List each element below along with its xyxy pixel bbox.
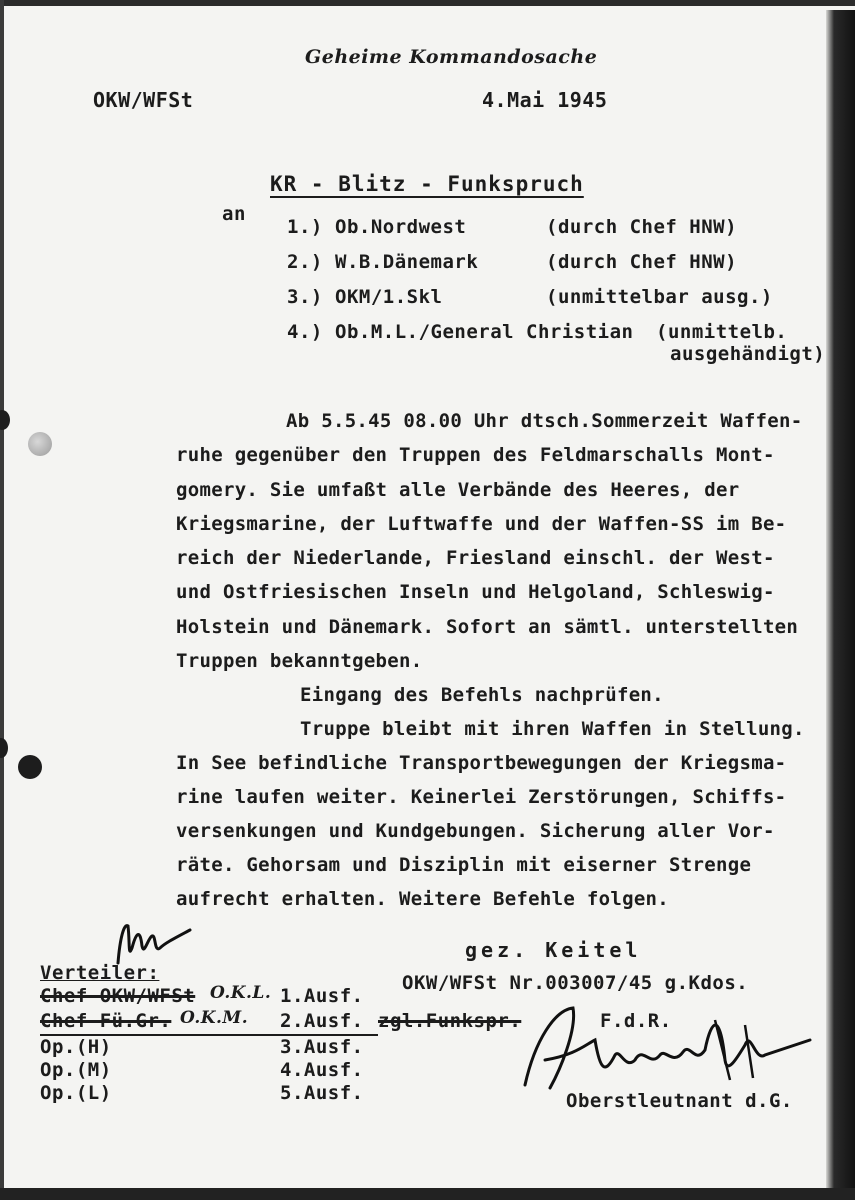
distribution-recipient: Op.(L) <box>40 1082 112 1104</box>
body-line: Kriegsmarine, der Luftwaffe und der Waffen-SS im Be- <box>176 513 787 535</box>
distribution-extra: zgl.Funkspr. <box>378 1010 522 1032</box>
recipient-via: (unmittelbar ausg.) <box>546 286 773 308</box>
recipient-name: W.B.Dänemark <box>335 251 479 273</box>
recipient-name: OKM/1.Skl <box>335 286 443 308</box>
recipient-number: 3.) <box>287 286 323 308</box>
distribution-recipient: Chef OKW/WFSt <box>40 985 196 1007</box>
recipient-number: 4.) <box>287 321 323 343</box>
punch-hole <box>0 738 8 758</box>
body-line: aufrecht erhalten. Weitere Befehle folgen. <box>176 888 670 910</box>
body-line: reich der Niederlande, Friesland einschl. der West- <box>176 547 775 569</box>
distribution-recipient: Op.(H) <box>40 1036 112 1058</box>
body-line: und Ostfriesischen Inseln und Helgoland, Schleswig- <box>176 581 775 603</box>
handwritten-annotation: O.K.M. <box>180 1008 249 1028</box>
handwritten-annotation: O.K.L. <box>210 983 272 1003</box>
scan-border-left <box>0 0 4 1200</box>
body-line: In See befindliche Transportbewegungen der Kriegsma- <box>176 752 787 774</box>
copy-number: 4.Ausf. <box>280 1059 364 1081</box>
body-line: räte. Gehorsam und Disziplin mit eiserner Strenge <box>176 854 752 876</box>
recipient-number: 1.) <box>287 216 323 238</box>
body-line: Truppe bleibt mit ihren Waffen in Stellung. <box>300 718 805 740</box>
handwritten-signature <box>515 1000 815 1095</box>
scan-border-right <box>826 10 855 1200</box>
punch-hole <box>0 410 10 430</box>
body-line: Eingang des Befehls nachprüfen. <box>300 684 664 706</box>
distribution-label: Verteiler: <box>40 962 160 984</box>
copy-number: 5.Ausf. <box>280 1082 364 1104</box>
recipient-via: (durch Chef HNW) <box>546 251 738 273</box>
classification-heading: Geheime Kommandosache <box>305 46 598 68</box>
fdr-mark: F.d.R. <box>600 1010 672 1032</box>
recipient-via: (unmittelb. <box>656 321 788 343</box>
addressee-prefix: an <box>222 203 246 225</box>
sender-code: OKW/WFSt <box>93 88 194 112</box>
body-line: rine laufen weiter. Keinerlei Zerstörungen, Schiffs- <box>176 786 787 808</box>
body-line: versenkungen und Kundgebungen. Sicherung aller Vor- <box>176 820 775 842</box>
punch-hole <box>18 755 42 779</box>
recipient-via: (durch Chef HNW) <box>546 216 738 238</box>
punch-hole <box>28 432 52 456</box>
body-line: Ab 5.5.45 08.00 Uhr dtsch.Sommerzeit Waffen- <box>286 410 803 432</box>
document-date: 4.Mai 1945 <box>482 88 608 112</box>
message-title: KR - Blitz - Funkspruch <box>270 172 584 196</box>
recipient-number: 2.) <box>287 251 323 273</box>
scan-border-bottom <box>0 1188 855 1200</box>
signatory-rank: Oberstleutnant d.G. <box>566 1090 793 1112</box>
body-line: gomery. Sie umfaßt alle Verbände des Heeres, der <box>176 479 740 501</box>
body-line: Holstein und Dänemark. Sofort an sämtl. unterstellten <box>176 616 799 638</box>
copy-number: 1.Ausf. <box>280 985 364 1007</box>
body-line: ruhe gegenüber den Truppen des Feldmarschalls Mont- <box>176 444 775 466</box>
recipient-name: Ob.M.L./General Christian <box>335 321 634 343</box>
recipient-name: Ob.Nordwest <box>335 216 467 238</box>
copy-number: 2.Ausf. <box>280 1010 364 1032</box>
scan-border-top <box>0 0 855 6</box>
distribution-recipient: Op.(M) <box>40 1059 112 1081</box>
copy-number: 3.Ausf. <box>280 1036 364 1058</box>
recipient-via-continued: ausgehändigt) <box>670 343 826 365</box>
handwritten-initial <box>110 918 200 968</box>
signed-by: gez. Keitel <box>465 938 642 962</box>
body-line: Truppen bekanntgeben. <box>176 650 423 672</box>
distribution-recipient: Chef Fü.Gr. <box>40 1010 172 1032</box>
file-reference: OKW/WFSt Nr.003007/45 g.Kdos. <box>402 972 749 994</box>
